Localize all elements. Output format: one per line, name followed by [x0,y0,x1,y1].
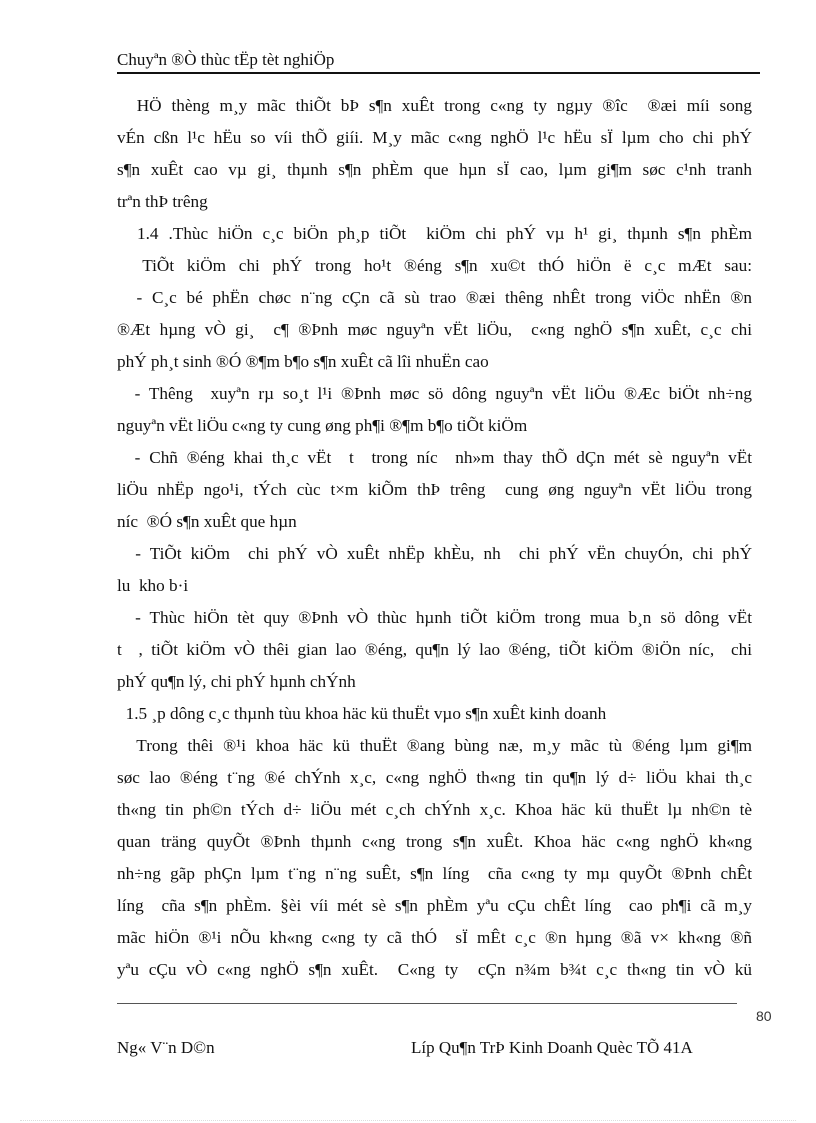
text-line: TiÕt kiÖm chi phÝ trong ho¹t ®éng s¶n xu©t thÓ hiÖn ë c¸c mÆt sau: [117,256,752,275]
text-line: nh÷ng gãp phÇn lµm t¨ng n¨ng suÊt, s¶n líng cña c«ng ty mµ quyÕt ®Þnh chÊt [117,864,752,883]
body-text [117,90,752,986]
text-line: - C¸c bé phËn chøc n¨ng cÇn cã sù trao ®æi thêng nhÊt trong viÖc nhËn ®n [117,288,752,307]
text-line: trªn thÞ trêng [117,192,208,211]
footer-class: Líp Qu¶n TrÞ Kinh Doanh Quèc TÕ 41A [411,1038,693,1057]
text-line: phÝ qu¶n lý, chi phÝ hµnh chÝnh [117,672,356,691]
text-line: 1.5 ¸p dông c¸c thµnh tùu khoa häc kü thuËt vµo s¶n xuÊt kinh doanh [117,704,607,723]
text-line: 1.4 .Thùc hiÖn c¸c biÖn ph¸p tiÕt kiÖm chi phÝ vµ h¹ gi¸ thµnh s¶n phÈm [117,224,752,243]
text-line: mãc hiÖn ®¹i nÕu kh«ng c«ng ty cã thÓ sÏ mÊt c¸c ®n hµng ®ã v× kh«ng ®ñ [117,928,752,947]
footer-rule [117,1003,737,1004]
page-header [117,50,760,74]
text-line: søc lao ®éng t¨ng ®é chÝnh x¸c, c«ng nghÖ th«ng tin qu¶n lý d÷ liÖu khai th¸c [117,768,752,787]
text-line: - Thêng xuyªn rµ so¸t l¹i ®Þnh møc sö dông nguyªn vËt liÖu ®Æc biÖt nh÷ng [117,384,752,403]
text-line: phÝ ph¸t sinh ®Ó ®¶m b¶o s¶n xuÊt cã lîi nhuËn cao [117,352,489,371]
header-title: Chuyªn ®Ò thùc tËp tèt nghiÖp [117,50,335,69]
text-line: níc ®Ó s¶n xuÊt que hµn [117,512,297,531]
text-line: líng cña s¶n phÈm. §èi víi mét sè s¶n phÈm yªu cÇu chÊt líng cao ph¶i cã m¸y [117,896,752,915]
text-line: HÖ thèng m¸y mãc thiÕt bÞ s¶n xuÊt trong c«ng ty ngµy ®îc ®æi míi song [117,96,752,115]
text-line: lu kho b·i [117,576,189,595]
footer-author: Ng« V¨n D©n [117,1038,215,1057]
text-line: quan träng quyÕt ®Þnh thµnh c«ng trong s¶n xuÊt. Khoa häc c«ng nghÖ kh«ng [117,832,752,851]
text-line: - Chñ ®éng khai th¸c vËt t trong níc nh»m thay thÕ dÇn mét sè nguyªn vËt [117,448,752,467]
text-line: yªu cÇu vÒ c«ng nghÖ s¶n xuÊt. C«ng ty cÇn n¾m b¾t c¸c th«ng tin vÒ kü [117,960,752,979]
text-line: nguyªn vËt liÖu c«ng ty cung øng ph¶i ®¶m b¶o tiÕt kiÖm [117,416,528,435]
text-line: liÖu nhËp ngo¹i, tÝch cùc t×m kiÕm thÞ trêng cung øng nguyªn vËt liÖu trong [117,480,752,499]
text-line: t , tiÕt kiÖm vÒ thêi gian lao ®éng, qu¶n lý lao ®éng, tiÕt kiÖm ®iÖn níc, chi [117,640,752,659]
text-line: - TiÕt kiÖm chi phÝ vÒ xuÊt nhËp khÈu, nh chi phÝ vËn chuyÓn, chi phÝ [117,544,752,563]
page-number: 80 [756,1008,772,1024]
text-line: s¶n xuÊt cao vµ gi¸ thµnh s¶n phÈm que hµn sÏ cao, lµm gi¶m søc c¹nh tranh [117,160,752,179]
text-line: - Thùc hiÖn tèt quy ®Þnh vÒ thùc hµnh tiÕt kiÖm trong mua b¸n sö dông vËt [117,608,752,627]
bottom-dotted-rule [20,1120,796,1121]
text-line: th«ng tin ph©n tÝch d÷ liÖu mét c¸ch chÝnh x¸c. Khoa häc kü thuËt lµ nh©n tè [117,800,752,819]
text-line: ®Æt hµng vÒ gi¸ c¶ ®Þnh møc nguyªn vËt liÖu, c«ng nghÖ s¶n xuÊt, c¸c chi [117,320,752,339]
text-line: Trong thêi ®¹i khoa häc kü thuËt ®ang bùng næ, m¸y mãc tù ®éng lµm gi¶m [117,736,752,755]
text-line: vÉn cßn l¹c hËu so víi thÕ giíi. M¸y mãc c«ng nghÖ l¹c hËu sÏ lµm cho chi phÝ [117,128,752,147]
